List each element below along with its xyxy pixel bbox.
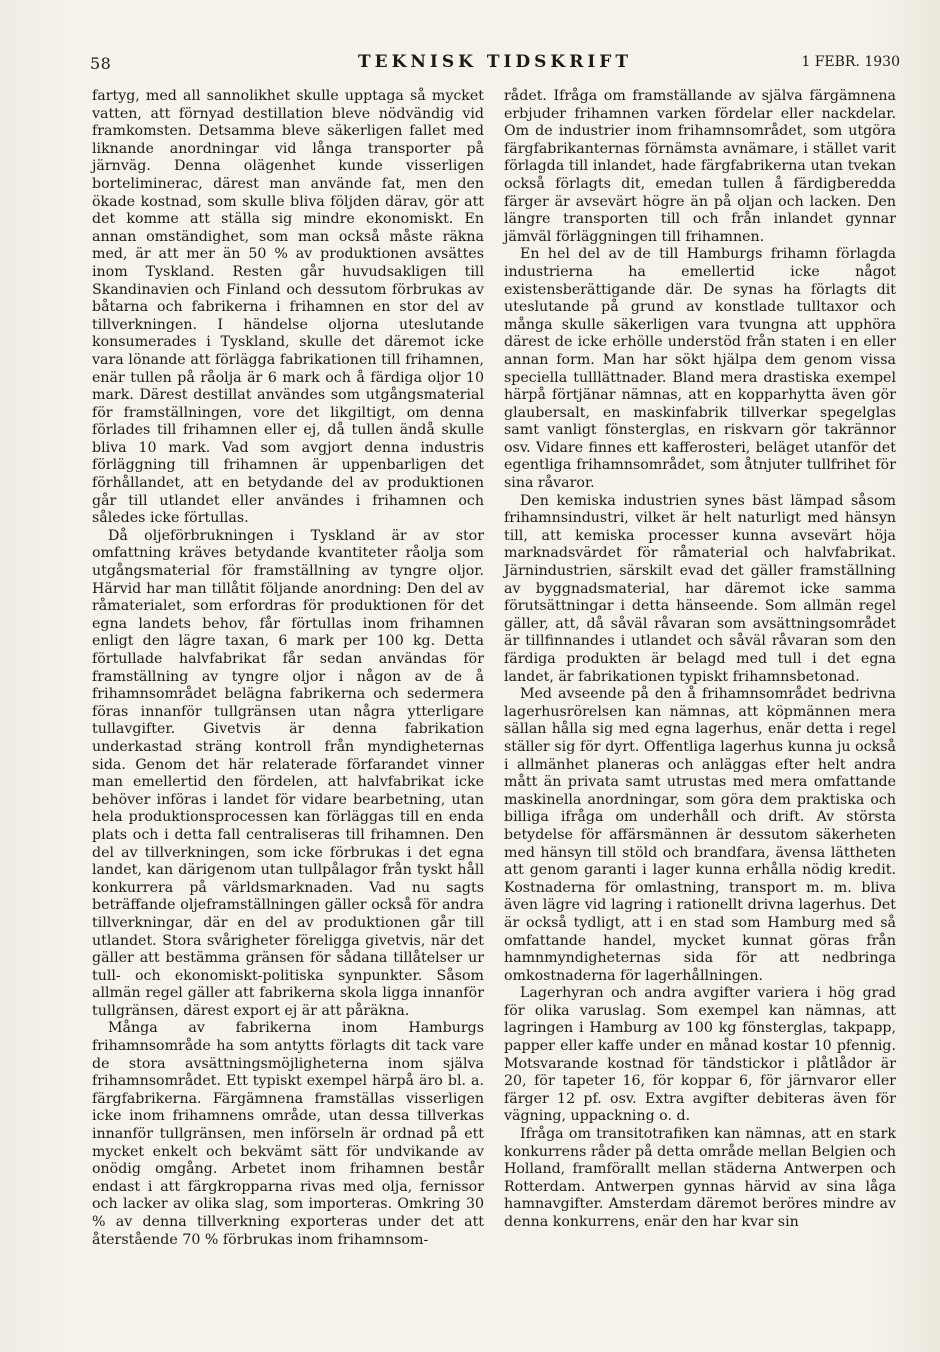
right-paragraph-2: En hel del av de till Hamburgs frihamn förlagda industrierna ha emellertid icke något existensberättigande där. De synas ha förlagts dit uteslutande på grund av konstlade tulltaxor och många skulle säkerligen vara tvungna att upphöra därest de icke erhölle understöd från staten i en eller annan form. Man har sökt hjälpa dem genom vissa speciella tulllättnader. Bland mera drastiska exempel härpå förtjänar nämnas, att en kopparhytta även gör glaubersalt, en maskinfabrik tillverkar spegelglas samt vanligt fönsterglas, en riskvarn gör takrännor osv. Vidare finnes ett kafferosteri, beläget utanför det egentliga frihamnsområdet, som åtnjuter tullfrihet för sina råvaror. — [504, 246, 896, 492]
left-paragraph-3: Många av fabrikerna inom Hamburgs frihamnsområde ha som antytts förlagts dit tack vare de stora avsättningsmöjligheterna inom själva frihamnsområdet. Ett typiskt exempel härpå äro bl. a. färgfabrikerna. Färgämnena framställas visserligen icke inom frihamnens område, utan dessa tillverkas innanför tullgränsen, men införseln är ordnad på ett mycket enkelt och bekvämt sätt för undvikande av onödig omgång. Arbetet inom frihamnen består endast i att färgkropparna rivas med olja, fernissor och lacker av olika slag, som importeras. Omkring 30 % av denna tillverkning exporteras under det att återstående 70 % förbrukas inom frihamnsom- — [92, 1020, 484, 1248]
left-column — [92, 88, 484, 1249]
right-paragraph-4: Med avseende på den å frihamnsområdet bedrivna lagerhusrörelsen kan nämnas, att köpmännen mera sällan hålla sig med egna lagerhus, enär detta i regel ställer sig för dyrt. Offentliga lagerhus kunna ju också i allmänhet planeras och anläggas efter helt andra mått än privata samt utrustas med mera omfattande maskinella anordningar, som göra dem praktiska och billiga ifråga om underhåll och drift. Av största betydelse för affärsmännen är dessutom säkerheten med hänsyn till stöld och brandfara, ävensa lättheten att genom garanti i lager kunna erhålla nödig kredit. Kostnaderna för omlastning, transport m. m. bliva även lägre vid lagring i rationellt drivna lagerhus. Det är också tydligt, att i en stad som Hamburg med så omfattande handel, mycket kunnat göras från hamnmyndigheternas sida för att nedbringa omkostnaderna för lagerhållningen. — [504, 686, 896, 984]
right-paragraph-6: Ifråga om transitotrafiken kan nämnas, att en stark konkurrens råder på detta område mellan Belgien och Holland, framförallt mellan städerna Antwerpen och Rotterdam. Antwerpen gynnas härvid av sina låga hamnavgifter. Amsterdam däremot beröres mindre av denna konkurrens, enär den har kvar sin — [504, 1126, 896, 1230]
page-number: 58 — [90, 54, 112, 73]
left-paragraph-2: Då oljeförbrukningen i Tyskland är av stor omfattning kräves betydande kvantiteter råolja som utgångsmaterial för framställning av tyngre oljor. Härvid har man tillåtit följande anordning: Den del av råmaterialet, som erfordras för produktionen för det egna landets behov, får förtullas inom frihamnen enligt den lägre taxan, 6 mark per 100 kg. Detta förtullade halvfabrikat får sedan användas för framställning av tyngre oljor i någon av de å frihamnsområdet belägna fabrikerna och sedermera föras innanför tullgränsen utan några ytterligare tullavgifter. Givetvis är denna fabrikation underkastad sträng kontroll från myndigheternas sida. Genom det här relaterade förfarandet vinner man emellertid den fördelen, att halvfabrikat icke behöver införas i landet för vidare bearbetning, utan hela produktionsprocessen kan förläggas till en enda plats och i detta fall centraliseras till frihamnen. Den del av tillverkningen, som icke förbrukas i det egna landet, kan därigenom utan tullpålagor från tyskt håll konkurrera på världsmarknaden. Vad nu sagts beträffande oljeframställningen gäller också för andra tillverkningar, där en del av produktionen går till utlandet. Stora svårigheter föreligga givetvis, när det gäller att bestämma gränsen för sådana tillåtelser ur tull- och ekonomiskt-politiska synpunkter. Såsom allmän regel gäller att fabrikerna skola ligga innanför tullgränsen, därest export ej är att påräkna. — [92, 527, 484, 1019]
right-paragraph-3: Den kemiska industrien synes bäst lämpad såsom frihamnsindustri, vilket är helt naturligt med hänsyn till, att kemiska processer kunna avsevärt höja marknadsvärdet för råmaterial och halvfabrikat. Järnindustrien, särskilt evad det gäller framställning av byggnadsmaterial, har däremot icke samma förutsättningar i detta hänseende. Som allmän regel gäller, att, då såväl råvaran som avsättningsområdet är tillfinnandes i utlandet och såväl råvaran som den färdiga produkten är belagd med tull i det egna landet, är fabrikationen typiskt frihamnsbetonad. — [504, 492, 896, 685]
right-column — [504, 88, 896, 1232]
issue-date: 1 FEBR. 1930 — [801, 54, 900, 70]
right-paragraph-5: Lagerhyran och andra avgifter variera i hög grad för olika varuslag. Som exempel kan nämnas, att lagringen i Hamburg av 100 kg fönsterglas, takpapp, papper eller kaffe under en månad kostar 10 pfennig. Motsvarande kostnad för tändstickor i plåtlådor är 20, för tapeter 16, för koppar 6, för järnvaror eller färger 12 pf. osv. Extra avgifter debiteras även för vägning, uppackning o. d. — [504, 985, 896, 1125]
journal-title: TEKNISK TIDSKRIFT — [357, 52, 633, 72]
right-paragraph-1: rådet. Ifråga om framställande av själva färgämnena erbjuder frihamnen varken fördelar eller nackdelar. Om de industrier inom frihamnsområdet, som utgöra färgfabrikanternas förnämsta avnämare, i stället varit förlagda till inlandet, hade färgfabrikerna utan tvekan också förlagts dit, emedan tullen å färdigberedda färger är avsevärt högre än på oljan och lacken. Den längre transporten till och från inlandet gynnar jämväl förläggningen till frihamnen. — [504, 88, 896, 245]
left-paragraph-1: fartyg, med all sannolikhet skulle upptaga så mycket vatten, att förnyad destillation bleve nödvändig vid framkomsten. Detsamma bleve säkerligen fallet med liknande anordningar vid långa transporter på järnväg. Denna olägenhet kunde visserligen borteliminerас, därest man använde fat, men den ökade kostnad, som skulle bliva följden därav, gör att det komme att ställa sig mindre ekonomiskt. En annan omständighet, som man också måste räkna med, är att mer än 50 % av produktionen avsättes inom Tyskland. Resten går huvudsakligen till Skandinavien och Finland och dessutom förbrukas av båtarna och fabrikerna i frihamnen en stor del av tillverkningen. I händelse oljorna uteslutande konsumerades i Tyskland, skulle det däremot icke vara lönande att förlägga fabrikationen till frihamnen, enär tullen på råolja är 6 mark och å färdiga oljor 10 mark. Därest destillat användes som utgångsmaterial för framställningen, vore det likgiltigt, om denna förlades till frihamnen eller ej, då tullen ändå skulle bliva 10 mark. Vad som avgjort denna industris förläggning till frihamnen är uppenbarligen det förhållandet, att en betydande del av produktionen går till utlandet eller användes i frihamnen och således icke förtullas. — [92, 88, 484, 527]
page-header — [90, 50, 900, 78]
